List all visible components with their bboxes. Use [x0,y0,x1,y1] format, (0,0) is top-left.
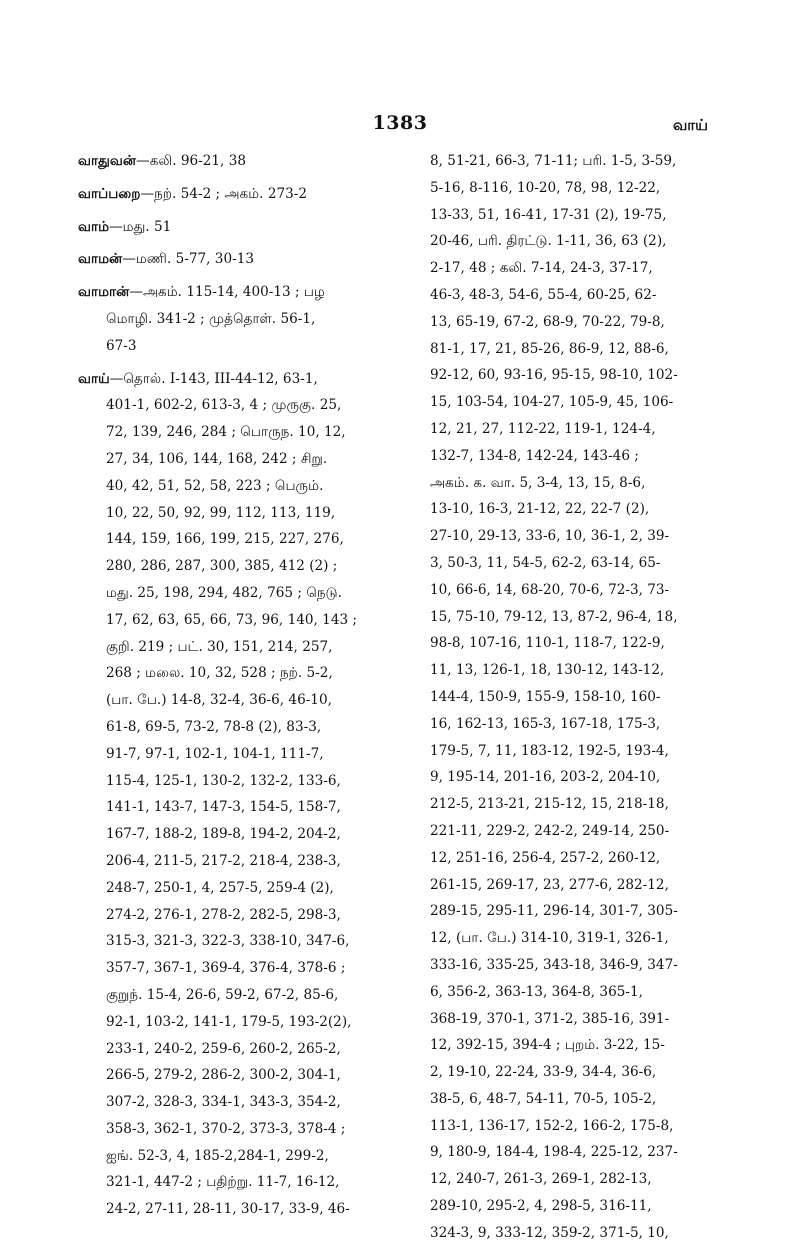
entry-continuation-line: 315-3, 321-3, 322-3, 338-10, 347-6, [106,933,350,950]
entry-continuation-line: 61-8, 69-5, 73-2, 78-8 (2), 83-3, [106,718,322,735]
reference-line: 261-15, 269-17, 23, 277-6, 282-12, [430,876,669,893]
index-entry [78,279,396,359]
entry-headline: வாய்—தொல். I-143, III-44-12, 63-1, [78,370,318,387]
left-column [78,148,396,1229]
entry-continuation-line: 92-1, 103-2, 141-1, 179-5, 193-2(2), [106,1013,352,1030]
reference-line: 2-17, 48 ; கலி. 7-14, 24-3, 37-17, [430,260,653,277]
reference-line: 13-10, 16-3, 21-12, 22, 22-7 (2), [430,501,650,518]
reference-line: 3, 50-3, 11, 54-5, 62-2, 63-14, 65- [430,554,661,571]
entry-continuation-line: 115-4, 125-1, 130-2, 132-2, 133-6, [106,772,341,789]
entry-continuation-line: 91-7, 97-1, 102-1, 104-1, 111-7, [106,745,324,762]
entry-headline: வாமன்—மணி. 5-77, 30-13 [78,251,254,268]
reference-line: 15, 103-54, 104-27, 105-9, 45, 106- [430,394,674,411]
entry-continuation-line: 248-7, 250-1, 4, 257-5, 259-4 (2), [106,879,334,896]
entry-continuation-line: 141-1, 143-7, 147-3, 154-5, 158-7, [106,799,341,816]
entry-continuation-line: 266-5, 279-2, 286-2, 300-2, 304-1, [106,1067,341,1084]
reference-line: 98-8, 107-16, 110-1, 118-7, 122-9, [430,635,665,652]
reference-line: 9, 195-14, 201-16, 203-2, 204-10, [430,769,661,786]
reference-line: 6, 356-2, 363-13, 364-8, 365-1, [430,983,643,1000]
entry-continuation-line: 307-2, 328-3, 334-1, 343-3, 354-2, [106,1094,341,1111]
entry-continuation-line: 167-7, 188-2, 189-8, 194-2, 204-2, [106,826,341,843]
reference-line: 324-3, 9, 333-12, 359-2, 371-5, 10, [430,1224,669,1241]
reference-line: 144-4, 150-9, 155-9, 158-10, 160- [430,688,661,705]
reference-line: 8, 51-21, 66-3, 71-11; பரி. 1-5, 3-59, [430,153,677,169]
reference-line: 221-11, 229-2, 242-2, 249-14, 250- [430,822,670,839]
reference-line: 333-16, 335-25, 343-18, 346-9, 347- [430,956,678,973]
reference-line: 13-33, 51, 16-41, 17-31 (2), 19-75, [430,206,667,223]
entry-continuation-line: 67-3 [106,337,137,354]
entry-continuation-line: ஐங். 52-3, 4, 185-2,284-1, 299-2, [106,1147,329,1164]
entry-continuation-line: குறுந். 15-4, 26-6, 59-2, 67-2, 85-6, [106,986,339,1003]
headword: வாதுவன் [78,153,137,169]
reference-line: 16, 162-13, 165-3, 167-18, 175-3, [430,715,661,732]
page-number: 1383 [372,112,428,134]
reference-line: 12, (பா. பே.) 314-10, 319-1, 326-1, [430,930,669,947]
reference-line: 15, 75-10, 79-12, 13, 87-2, 96-4, 18, [430,608,678,625]
entry-continuation-line: 321-1, 447-2 ; பதிற்று. 11-7, 16-12, [106,1174,340,1191]
index-entry [78,181,396,208]
entry-continuation-line: 233-1, 240-2, 259-6, 260-2, 265-2, [106,1040,341,1057]
reference-line: 12, 240-7, 261-3, 269-1, 282-13, [430,1171,652,1188]
entry-continuation-line: 358-3, 362-1, 370-2, 373-3, 378-4 ; [106,1120,346,1137]
entry-continuation-line: 206-4, 211-5, 217-2, 218-4, 238-3, [106,852,341,869]
headword: வாமன் [78,251,123,268]
entry-headline: வாமான்—அகம். 115-14, 400-13 ; பழ [78,284,325,301]
reference-line: 5-16, 8-116, 10-20, 78, 98, 12-22, [430,179,661,196]
entry-continuation-line: 10, 22, 50, 92, 99, 112, 113, 119, [106,504,336,521]
index-entry [78,366,396,1224]
reference-line: 2, 19-10, 22-24, 33-9, 34-4, 36-6, [430,1064,657,1081]
reference-line: 212-5, 213-21, 215-12, 15, 218-18, [430,796,669,813]
reference-line: 179-5, 7, 11, 183-12, 192-5, 193-4, [430,742,669,759]
reference-line: 368-19, 370-1, 371-2, 385-16, 391- [430,1010,670,1027]
entry-continuation-line: 357-7, 367-1, 369-4, 376-4, 378-6 ; [106,960,346,977]
reference-line: 27-10, 29-13, 33-6, 10, 36-1, 2, 39- [430,528,670,545]
reference-line: 38-5, 6, 48-7, 54-11, 70-5, 105-2, [430,1090,657,1107]
running-head: வாய் [672,116,708,134]
entry-continuation-line: 268 ; மலை. 10, 32, 528 ; நற். 5-2, [106,665,333,682]
reference-line: 9, 180-9, 184-4, 198-4, 225-12, 237- [430,1144,678,1161]
entry-continuation-line: 24-2, 27-11, 28-11, 30-17, 33-9, 46- [106,1201,350,1218]
entry-continuation-line: 17, 62, 63, 65, 66, 73, 96, 140, 143 ; [106,611,358,628]
index-entry [78,214,396,241]
headword: வாப்பறை [78,185,141,202]
reference-line: 113-1, 136-17, 152-2, 166-2, 175-8, [430,1117,674,1134]
reference-line: 11, 13, 126-1, 18, 130-12, 143-12, [430,662,665,679]
reference-line: 13, 65-19, 67-2, 68-9, 70-22, 79-8, [430,313,665,330]
index-entry [78,148,396,175]
entry-continuation-line: மது. 25, 198, 294, 482, 765 ; நெடு. [106,584,342,601]
entry-continuation-line: மொழி. 341-2 ; முத்தொள். 56-1, [106,310,316,327]
entry-continuation-line: 72, 139, 246, 284 ; பொருந. 10, 12, [106,424,346,441]
entry-continuation-line: குறி. 219 ; பட். 30, 151, 214, 257, [106,638,333,655]
reference-line: 92-12, 60, 93-16, 95-15, 98-10, 102- [430,367,678,384]
reference-line: 132-7, 134-8, 142-24, 143-46 ; [430,447,639,464]
headword: வாமான் [78,284,130,301]
entry-headline: வாம்—மது. 51 [78,218,172,235]
entry-continuation-line: 401-1, 602-2, 613-3, 4 ; முருகு. 25, [106,397,342,414]
entry-continuation-line: 280, 286, 287, 300, 385, 412 (2) ; [106,558,338,575]
headword: வாய் [78,370,110,387]
reference-line: 20-46, பரி. திரட்டு. 1-11, 36, 63 (2), [430,233,667,250]
entry-continuation-line: 274-2, 276-1, 278-2, 282-5, 298-3, [106,906,341,923]
entry-continuation-line: 40, 42, 51, 52, 58, 223 ; பெரும். [106,477,324,494]
entry-continuation-line: 144, 159, 166, 199, 215, 227, 276, [106,531,344,548]
entry-headline: வாப்பறை—நற். 54-2 ; அகம். 273-2 [78,185,308,202]
reference-line: 46-3, 48-3, 54-6, 55-4, 60-25, 62- [430,286,657,303]
index-entry [78,246,396,273]
reference-line: 12, 21, 27, 112-22, 119-1, 124-4, [430,420,656,437]
reference-line: அகம். க. வா. 5, 3-4, 13, 15, 8-6, [430,474,646,491]
reference-line: 81-1, 17, 21, 85-26, 86-9, 12, 88-6, [430,340,669,357]
reference-line: 10, 66-6, 14, 68-20, 70-6, 72-3, 73- [430,581,670,598]
right-column [430,148,728,1247]
headword: வாம் [78,218,110,235]
reference-line: 289-10, 295-2, 4, 298-5, 316-11, [430,1198,652,1215]
reference-line: 289-15, 295-11, 296-14, 301-7, 305- [430,903,678,920]
reference-line: 12, 392-15, 394-4 ; புறம். 3-22, 15- [430,1037,665,1054]
entry-continuation-line: 27, 34, 106, 144, 168, 242 ; சிறு. [106,450,328,467]
entry-headline: வாதுவன்—கலி. 96-21, 38 [78,153,246,169]
entry-continuation-line: (பா. பே.) 14-8, 32-4, 36-6, 46-10, [106,692,332,709]
reference-line: 12, 251-16, 256-4, 257-2, 260-12, [430,849,661,866]
